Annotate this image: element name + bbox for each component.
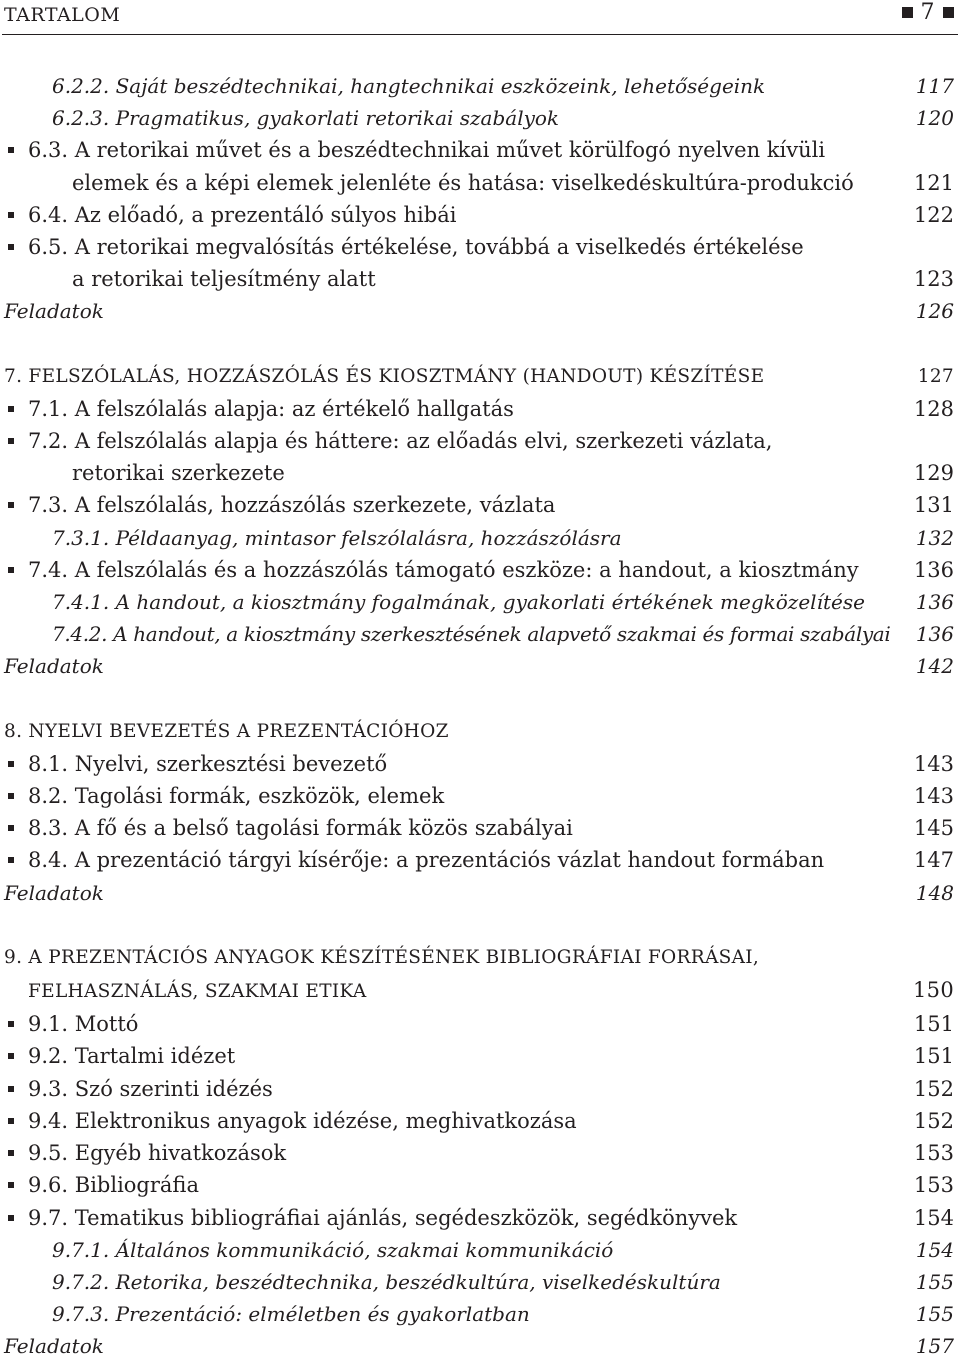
toc-entry-title: Bibliográfia bbox=[74, 1173, 199, 1198]
toc-chapter[interactable] bbox=[0, 361, 960, 393]
square-ornament-icon bbox=[902, 7, 913, 18]
toc-entry-number: 8.1. bbox=[28, 751, 69, 776]
toc-entry-number: 9.7. bbox=[28, 1205, 69, 1230]
bullet-icon bbox=[8, 438, 14, 444]
toc-entry-page: 142 bbox=[915, 654, 954, 679]
toc-entry-title: Nyelvi, szerkesztési bevezető bbox=[74, 751, 388, 776]
bullet-icon bbox=[8, 1086, 14, 1092]
toc-entry-title: Pragmatikus, gyakorlati retorikai szabályok bbox=[115, 106, 560, 131]
toc-entry-number: 9.5. bbox=[28, 1141, 69, 1166]
toc-entry-page: 154 bbox=[913, 1205, 954, 1230]
toc-entry-title: Feladatok bbox=[4, 654, 104, 679]
toc-entry-page: 155 bbox=[915, 1302, 954, 1327]
toc-entry-page: 152 bbox=[913, 1108, 954, 1133]
toc-entry[interactable] bbox=[0, 1105, 960, 1137]
toc-entry-title: A prezentáció tárgyi kísérője: a prezentációs vázlat handout formában bbox=[74, 848, 825, 873]
toc-entry-page: 153 bbox=[913, 1141, 954, 1166]
bullet-icon bbox=[8, 1215, 14, 1221]
toc-entry[interactable] bbox=[0, 1040, 960, 1072]
toc-entry[interactable] bbox=[0, 780, 960, 812]
toc-entry-title: A fő és a belső tagolási formák közös szabályai bbox=[74, 816, 573, 841]
table-of-contents bbox=[0, 70, 960, 1363]
toc-exercises[interactable] bbox=[0, 1330, 960, 1362]
toc-entry-title: Retorika, beszédtechnika, beszédkultúra, viselkedéskultúra bbox=[115, 1269, 721, 1294]
toc-entry-page: 123 bbox=[913, 267, 954, 292]
toc-entry-page: 154 bbox=[915, 1237, 954, 1262]
toc-entry[interactable] bbox=[0, 489, 960, 521]
toc-entry-title: A handout, a kiosztmány fogalmának, gyakorlati értékének megközelítése bbox=[115, 590, 865, 615]
toc-exercises[interactable] bbox=[0, 877, 960, 909]
toc-entry-number: 9.2. bbox=[28, 1044, 69, 1069]
toc-entry-page: 121 bbox=[913, 170, 954, 195]
toc-entry-title: Általános kommunikáció, szakmai kommunikáció bbox=[115, 1237, 614, 1262]
chapter-gap bbox=[0, 328, 960, 361]
toc-entry-title: Példaanyag, mintasor felszólalásra, hozzászólásra bbox=[115, 525, 622, 550]
toc-entry-page: 136 bbox=[913, 557, 954, 582]
toc-entry[interactable] bbox=[0, 1073, 960, 1105]
toc-entry-title: retorikai szerkezete bbox=[72, 461, 285, 486]
toc-entry-number: 9.1. bbox=[28, 1012, 69, 1037]
toc-entry-title: Az előadó, a prezentáló súlyos hibái bbox=[74, 202, 457, 227]
toc-entry[interactable] bbox=[0, 554, 960, 586]
toc-entry-number: 9.3. bbox=[28, 1076, 69, 1101]
toc-chapter-continuation[interactable] bbox=[0, 974, 960, 1008]
toc-entry-title: Feladatok bbox=[4, 299, 104, 324]
toc-entry-title: Prezentáció: elméletben és gyakorlatban bbox=[115, 1302, 530, 1327]
page-number: 7 bbox=[920, 0, 935, 25]
bullet-icon bbox=[8, 1150, 14, 1156]
bullet-icon bbox=[8, 761, 14, 767]
toc-entry-number: 9.7.3. bbox=[52, 1302, 110, 1327]
toc-entry-number: 9.6. bbox=[28, 1173, 69, 1198]
toc-entry[interactable] bbox=[0, 393, 960, 425]
toc-entry-number: 8.3. bbox=[28, 816, 69, 841]
toc-entry-number: 7.3.1. bbox=[52, 525, 110, 550]
bullet-icon bbox=[8, 1118, 14, 1124]
toc-entry-page: 129 bbox=[913, 461, 954, 486]
toc-chapter[interactable] bbox=[0, 942, 960, 974]
toc-entry-page: 132 bbox=[915, 525, 954, 550]
toc-entry-number: 7.4.2. bbox=[52, 622, 108, 647]
toc-entry-continuation[interactable] bbox=[0, 263, 960, 295]
bullet-icon bbox=[8, 567, 14, 573]
toc-entry-title: A handout, a kiosztmány szerkesztésének alapvető szakmai és formai szabályai bbox=[113, 622, 891, 647]
toc-chapter-title: FELHASZNÁLÁS, SZAKMAI ETIKA bbox=[28, 981, 367, 1003]
running-title: TARTALOM bbox=[4, 4, 121, 26]
bullet-icon bbox=[8, 1021, 14, 1027]
toc-chapter[interactable] bbox=[0, 716, 960, 748]
toc-entry-title: Saját beszédtechnikai, hangtechnikai eszközeink, lehetőségeink bbox=[115, 74, 766, 98]
toc-entry-continuation[interactable] bbox=[0, 457, 960, 489]
toc-entry[interactable] bbox=[0, 1169, 960, 1201]
toc-entry-number: 9.7.1. bbox=[52, 1237, 110, 1262]
toc-entry-page: 120 bbox=[915, 106, 954, 131]
toc-entry[interactable] bbox=[0, 1266, 960, 1298]
bullet-icon bbox=[8, 147, 14, 153]
chapter-gap bbox=[0, 683, 960, 716]
toc-entry-title: Tematikus bibliográfiai ajánlás, segédeszközök, segédkönyvek bbox=[74, 1205, 738, 1230]
square-ornament-icon bbox=[943, 7, 954, 18]
toc-entry-title: A retorikai művet és a beszédtechnikai művet körülfogó nyelven kívüli bbox=[74, 138, 826, 163]
toc-entry-title: A retorikai megvalósítás értékelése, továbbá a viselkedés értékelése bbox=[74, 235, 804, 260]
toc-entry-page: 128 bbox=[913, 396, 954, 421]
toc-entry-page: 153 bbox=[913, 1173, 954, 1198]
toc-entry[interactable] bbox=[0, 586, 960, 618]
toc-entry-title: Tartalmi idézet bbox=[74, 1044, 236, 1069]
toc-entry[interactable] bbox=[0, 425, 960, 457]
toc-entry-number: 7.4. bbox=[28, 557, 69, 582]
toc-entry-title: Feladatok bbox=[4, 880, 104, 905]
toc-entry-title: Egyéb hivatkozások bbox=[74, 1141, 287, 1166]
toc-entry[interactable] bbox=[0, 102, 960, 134]
toc-entry-number: 7.1. bbox=[28, 396, 69, 421]
toc-entry-number: 8.4. bbox=[28, 848, 69, 873]
toc-entry-page: 151 bbox=[913, 1012, 954, 1037]
toc-entry[interactable] bbox=[0, 522, 960, 554]
toc-entry[interactable] bbox=[0, 1202, 960, 1234]
toc-entry-title: A felszólalás alapja: az értékelő hallgatás bbox=[74, 396, 514, 421]
toc-entry-number: 7.4.1. bbox=[52, 590, 110, 615]
toc-entry-page: 136 bbox=[915, 590, 954, 615]
toc-entry-title: a retorikai teljesítmény alatt bbox=[72, 267, 376, 292]
toc-entry-title: elemek és a képi elemek jelenléte és hatása: viselkedéskultúra-produkció bbox=[72, 170, 854, 195]
bullet-icon bbox=[8, 406, 14, 412]
bullet-icon bbox=[8, 212, 14, 218]
toc-entry-number: 8.2. bbox=[28, 784, 69, 809]
bullet-icon bbox=[8, 857, 14, 863]
toc-entry-page: 117 bbox=[915, 74, 954, 98]
toc-entry-title: Tagolási formák, eszközök, elemek bbox=[74, 784, 445, 809]
toc-entry-title: A felszólalás, hozzászólás szerkezete, vázlata bbox=[74, 493, 556, 518]
toc-exercises[interactable] bbox=[0, 650, 960, 682]
toc-entry-page: 147 bbox=[913, 848, 954, 873]
toc-entry-number: 6.5. bbox=[28, 235, 69, 260]
toc-entry[interactable] bbox=[0, 231, 960, 263]
toc-chapter-title: 8. NYELVI BEVEZETÉS A PREZENTÁCIÓHOZ bbox=[4, 720, 449, 742]
toc-entry-number: 6.4. bbox=[28, 202, 69, 227]
toc-entry-number: 9.7.2. bbox=[52, 1269, 110, 1294]
toc-entry-title: Feladatok bbox=[4, 1334, 104, 1359]
toc-entry-number: 7.3. bbox=[28, 493, 69, 518]
toc-entry[interactable] bbox=[0, 748, 960, 780]
toc-entry-page: 131 bbox=[913, 493, 954, 518]
toc-entry-title: Szó szerinti idézés bbox=[74, 1076, 273, 1101]
toc-entry-title: A felszólalás alapja és háttere: az előadás elvi, szerkezeti vázlata, bbox=[74, 429, 773, 454]
toc-entry-number: 9.4. bbox=[28, 1108, 69, 1133]
toc-entry-page: 122 bbox=[913, 202, 954, 227]
bullet-icon bbox=[8, 244, 14, 250]
toc-entry[interactable] bbox=[0, 618, 960, 650]
toc-entry-title: A felszólalás és a hozzászólás támogató eszköze: a handout, a kiosztmány bbox=[74, 557, 859, 582]
toc-entry-title: Elektronikus anyagok idézése, meghivatkozása bbox=[74, 1108, 577, 1133]
toc-entry-page: 136 bbox=[915, 622, 954, 647]
toc-entry[interactable] bbox=[0, 134, 960, 166]
toc-entry-page: 152 bbox=[913, 1076, 954, 1101]
bullet-icon bbox=[8, 793, 14, 799]
toc-entry[interactable] bbox=[0, 1137, 960, 1169]
toc-entry-continuation[interactable] bbox=[0, 167, 960, 199]
toc-entry[interactable] bbox=[0, 1298, 960, 1330]
toc-entry[interactable] bbox=[0, 1008, 960, 1040]
bullet-icon bbox=[8, 1053, 14, 1059]
toc-entry-page: 145 bbox=[913, 816, 954, 841]
bullet-icon bbox=[8, 502, 14, 508]
toc-exercises[interactable] bbox=[0, 295, 960, 327]
toc-entry-title: Mottó bbox=[74, 1012, 139, 1037]
toc-entry-number: 6.2.2. bbox=[52, 74, 110, 98]
toc-entry[interactable] bbox=[0, 70, 960, 102]
chapter-gap bbox=[0, 909, 960, 942]
page-number-block bbox=[902, 0, 955, 25]
toc-entry-page: 126 bbox=[915, 299, 954, 324]
toc-entry-page: 155 bbox=[915, 1269, 954, 1294]
toc-entry[interactable] bbox=[0, 812, 960, 844]
toc-entry-page: 143 bbox=[913, 784, 954, 809]
toc-entry-number: 7.2. bbox=[28, 429, 69, 454]
toc-entry[interactable] bbox=[0, 1234, 960, 1266]
toc-entry-page: 157 bbox=[915, 1334, 954, 1359]
bullet-icon bbox=[8, 1182, 14, 1188]
toc-entry-number: 6.2.3. bbox=[52, 106, 110, 131]
toc-entry-page: 151 bbox=[913, 1044, 954, 1069]
toc-entry-number: 6.3. bbox=[28, 138, 69, 163]
bullet-icon bbox=[8, 825, 14, 831]
toc-chapter-title: 9. A PREZENTÁCIÓS ANYAGOK KÉSZÍTÉSÉNEK BIBLIOGRÁFIAI FORRÁSAI, bbox=[4, 946, 760, 968]
toc-entry[interactable] bbox=[0, 844, 960, 876]
toc-entry-page: 127 bbox=[917, 365, 954, 387]
page-header bbox=[2, 0, 958, 35]
toc-entry-page: 150 bbox=[913, 978, 954, 1003]
toc-entry-page: 143 bbox=[913, 751, 954, 776]
toc-entry[interactable] bbox=[0, 199, 960, 231]
toc-entry-page: 148 bbox=[915, 880, 954, 905]
toc-chapter-title: 7. FELSZÓLALÁS, HOZZÁSZÓLÁS ÉS KIOSZTMÁNY (HANDOUT) KÉSZÍTÉSE bbox=[4, 365, 765, 387]
